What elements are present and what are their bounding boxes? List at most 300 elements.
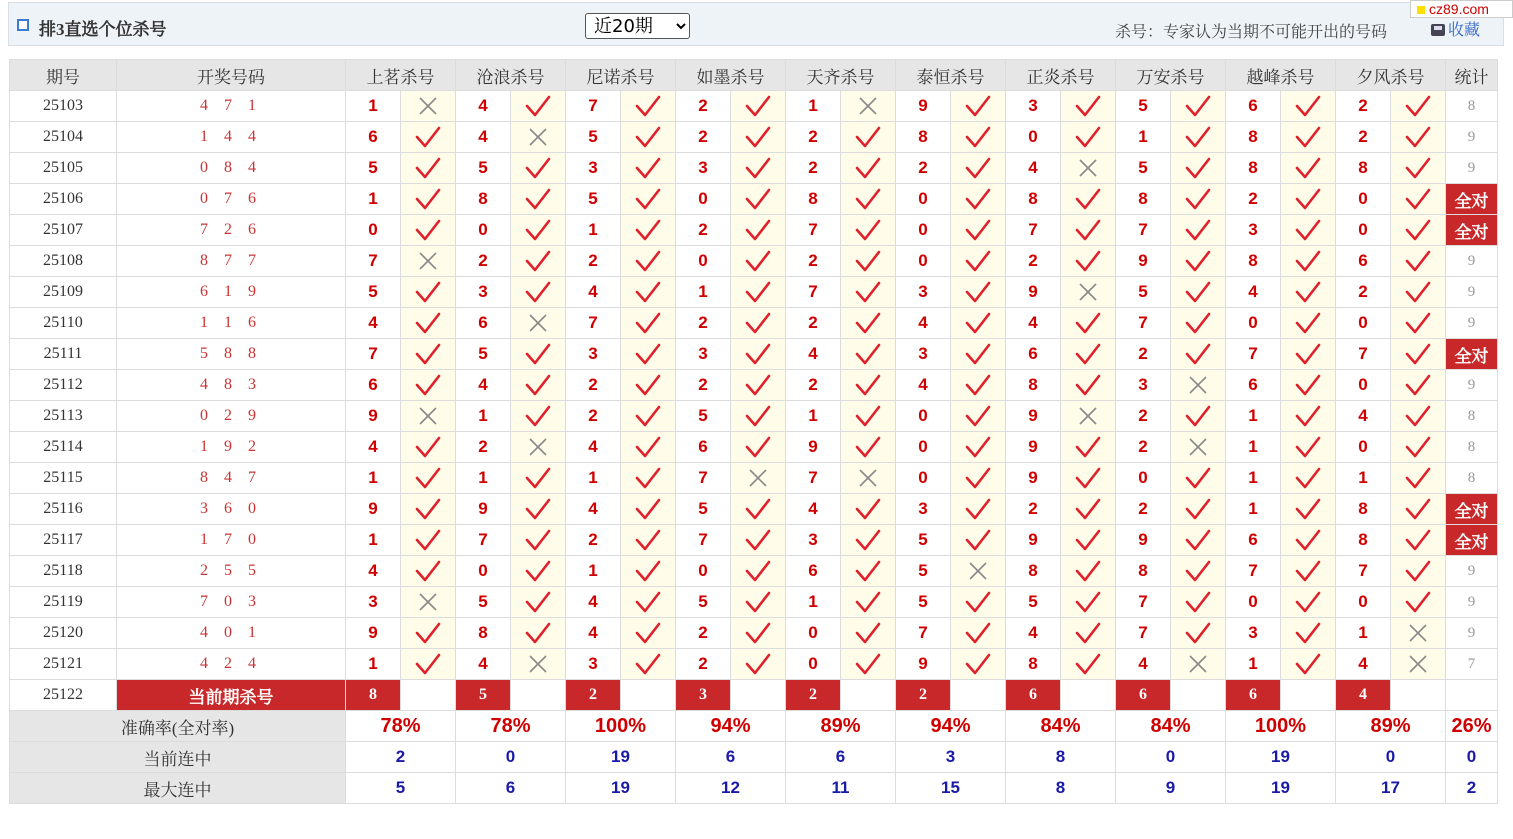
kill-number-cell: 0 [786, 618, 841, 649]
check-icon [1171, 463, 1226, 494]
summary-value: 17 [1336, 773, 1446, 804]
check-icon [1281, 401, 1336, 432]
col-header-expert: 正炎杀号 [1006, 60, 1116, 91]
kill-number-cell: 9 [1006, 432, 1061, 463]
kill-number-cell: 6 [456, 308, 511, 339]
current-kill-blank [511, 680, 566, 711]
check-icon [841, 618, 896, 649]
summary-value: 3 [896, 742, 1006, 773]
kill-number-cell: 9 [346, 618, 401, 649]
check-icon [1171, 339, 1226, 370]
kill-number-cell: 3 [566, 339, 621, 370]
check-icon [1391, 91, 1446, 122]
page-title: 排3直选个位杀号 [39, 20, 167, 39]
check-icon [951, 494, 1006, 525]
kill-number-cell: 1 [1226, 649, 1281, 680]
check-icon [731, 91, 786, 122]
kill-number-cell: 2 [786, 122, 841, 153]
check-icon [1171, 184, 1226, 215]
square-icon [17, 19, 29, 31]
table-row [10, 463, 1498, 494]
kill-number-cell: 0 [676, 556, 731, 587]
kill-number-cell: 8 [1006, 370, 1061, 401]
check-icon [1391, 308, 1446, 339]
kill-number-cell: 4 [456, 649, 511, 680]
check-icon [511, 91, 566, 122]
summary-value: 19 [1226, 742, 1336, 773]
table-row [10, 618, 1498, 649]
period-cell: 25118 [10, 556, 117, 587]
check-icon [1391, 277, 1446, 308]
check-icon [511, 277, 566, 308]
check-icon [731, 649, 786, 680]
cross-icon [1171, 432, 1226, 463]
kill-number-cell: 1 [346, 525, 401, 556]
check-icon [1061, 649, 1116, 680]
kill-number-cell: 2 [676, 215, 731, 246]
kill-number-cell: 5 [896, 556, 951, 587]
check-icon [841, 246, 896, 277]
kill-number-cell: 0 [896, 432, 951, 463]
period-cell: 25116 [10, 494, 117, 525]
check-icon [841, 184, 896, 215]
kill-number-cell: 0 [1336, 184, 1391, 215]
draw-number-cell: 0 7 6 [117, 184, 346, 215]
current-kill-number: 5 [456, 680, 511, 711]
summary-value: 12 [676, 773, 786, 804]
kill-number-table [9, 59, 1498, 804]
check-icon [1391, 370, 1446, 401]
kill-number-cell: 0 [1226, 308, 1281, 339]
kill-number-cell: 0 [896, 401, 951, 432]
check-icon [511, 494, 566, 525]
kill-number-cell: 6 [346, 370, 401, 401]
kill-number-cell: 2 [1006, 246, 1061, 277]
draw-number-cell: 8 7 7 [117, 246, 346, 277]
col-header-expert: 上茗杀号 [346, 60, 456, 91]
kill-number-cell: 8 [1116, 184, 1171, 215]
check-icon [1171, 246, 1226, 277]
check-icon [841, 339, 896, 370]
table-row [10, 246, 1498, 277]
kill-number-cell: 2 [1006, 494, 1061, 525]
check-icon [1061, 556, 1116, 587]
summary-value: 78% [346, 711, 456, 742]
current-kill-number: 6 [1226, 680, 1281, 711]
summary-value: 19 [566, 742, 676, 773]
kill-number-cell: 5 [456, 339, 511, 370]
draw-number-cell: 1 7 0 [117, 525, 346, 556]
summary-value: 6 [786, 742, 896, 773]
kill-number-cell: 2 [1336, 91, 1391, 122]
check-icon [951, 122, 1006, 153]
check-icon [511, 246, 566, 277]
cross-icon [511, 432, 566, 463]
check-icon [841, 432, 896, 463]
check-icon [621, 184, 676, 215]
check-icon [1391, 122, 1446, 153]
col-header-expert: 天齐杀号 [786, 60, 896, 91]
check-icon [1281, 184, 1336, 215]
check-icon [511, 370, 566, 401]
check-icon [1171, 556, 1226, 587]
table-row [10, 339, 1498, 370]
cross-icon [1391, 618, 1446, 649]
check-icon [1171, 153, 1226, 184]
kill-number-cell: 4 [786, 494, 841, 525]
draw-number-cell: 1 4 4 [117, 122, 346, 153]
kill-number-cell: 2 [1116, 339, 1171, 370]
cross-icon [951, 556, 1006, 587]
stat-cell: 9 [1446, 277, 1498, 308]
check-icon [951, 432, 1006, 463]
stat-cell: 7 [1446, 649, 1498, 680]
kill-number-cell: 8 [1226, 122, 1281, 153]
check-icon [621, 463, 676, 494]
check-icon [951, 308, 1006, 339]
kill-number-cell: 2 [786, 370, 841, 401]
kill-number-cell: 1 [1226, 463, 1281, 494]
kill-number-cell: 1 [566, 556, 621, 587]
check-icon [621, 556, 676, 587]
check-icon [1391, 339, 1446, 370]
kill-number-cell: 2 [896, 153, 951, 184]
kill-number-cell: 4 [346, 432, 401, 463]
draw-number-cell: 6 1 9 [117, 277, 346, 308]
summary-row [10, 742, 1498, 773]
kill-number-cell: 6 [1226, 370, 1281, 401]
draw-number-cell: 2 5 5 [117, 556, 346, 587]
kill-number-cell: 4 [1116, 649, 1171, 680]
kill-number-cell: 1 [1226, 494, 1281, 525]
check-icon [621, 215, 676, 246]
check-icon [1391, 432, 1446, 463]
check-icon [621, 153, 676, 184]
kill-number-cell: 2 [676, 91, 731, 122]
kill-number-cell: 9 [346, 401, 401, 432]
check-icon [511, 153, 566, 184]
check-icon [1171, 587, 1226, 618]
check-icon [1061, 432, 1116, 463]
stat-cell: 全对 [1446, 339, 1498, 370]
cross-icon [731, 463, 786, 494]
kill-number-cell: 1 [1226, 401, 1281, 432]
check-icon [1171, 401, 1226, 432]
top-bar [8, 2, 1504, 46]
check-icon [841, 556, 896, 587]
kill-number-cell: 0 [1336, 370, 1391, 401]
current-kill-number: 2 [786, 680, 841, 711]
kill-number-cell: 1 [456, 401, 511, 432]
check-icon [731, 184, 786, 215]
check-icon [731, 618, 786, 649]
check-icon [621, 91, 676, 122]
summary-label: 最大连中 [10, 773, 346, 804]
table-row [10, 122, 1498, 153]
stat-cell: 9 [1446, 246, 1498, 277]
check-icon [401, 432, 456, 463]
check-icon [1061, 370, 1116, 401]
check-icon [621, 401, 676, 432]
table-row [10, 432, 1498, 463]
kill-number-cell: 3 [896, 277, 951, 308]
summary-value: 100% [566, 711, 676, 742]
favorite-link[interactable] [1431, 17, 1480, 40]
kill-number-cell: 7 [1116, 587, 1171, 618]
kill-number-cell: 7 [456, 525, 511, 556]
kill-number-cell: 4 [1006, 618, 1061, 649]
draw-number-cell: 4 7 1 [117, 91, 346, 122]
check-icon [621, 618, 676, 649]
kill-number-cell: 7 [786, 277, 841, 308]
period-cell: 25121 [10, 649, 117, 680]
kill-number-cell: 9 [1006, 525, 1061, 556]
kill-number-cell: 4 [1006, 153, 1061, 184]
kill-number-cell: 3 [1226, 215, 1281, 246]
kill-number-cell: 9 [1006, 277, 1061, 308]
kill-number-cell: 7 [1336, 339, 1391, 370]
kill-number-cell: 4 [566, 618, 621, 649]
kill-number-cell: 2 [676, 370, 731, 401]
kill-number-cell: 7 [786, 215, 841, 246]
kill-number-cell: 1 [456, 463, 511, 494]
kill-number-cell: 3 [1006, 91, 1061, 122]
draw-number-cell: 1 1 6 [117, 308, 346, 339]
check-icon [951, 153, 1006, 184]
check-icon [1061, 215, 1116, 246]
current-kill-blank [731, 680, 786, 711]
summary-stat: 0 [1446, 742, 1498, 773]
kill-number-cell: 5 [346, 277, 401, 308]
check-icon [1171, 215, 1226, 246]
kill-number-cell: 2 [676, 649, 731, 680]
kill-number-cell: 6 [786, 556, 841, 587]
check-icon [1061, 184, 1116, 215]
summary-value: 19 [1226, 773, 1336, 804]
check-icon [511, 587, 566, 618]
kill-number-cell: 0 [456, 215, 511, 246]
check-icon [621, 432, 676, 463]
kill-number-cell: 5 [566, 122, 621, 153]
check-icon [511, 339, 566, 370]
kill-number-cell: 5 [676, 494, 731, 525]
check-icon [511, 556, 566, 587]
kill-number-cell: 2 [566, 401, 621, 432]
check-icon [841, 308, 896, 339]
kill-number-cell: 2 [1116, 432, 1171, 463]
check-icon [401, 184, 456, 215]
draw-number-cell: 4 8 3 [117, 370, 346, 401]
check-icon [1061, 91, 1116, 122]
summary-stat: 2 [1446, 773, 1498, 804]
col-header-period: 期号 [10, 60, 117, 91]
summary-value: 0 [1336, 742, 1446, 773]
check-icon [511, 463, 566, 494]
check-icon [401, 122, 456, 153]
summary-value: 89% [1336, 711, 1446, 742]
kill-number-cell: 3 [1226, 618, 1281, 649]
check-icon [731, 339, 786, 370]
kill-number-cell: 2 [676, 618, 731, 649]
table-row [10, 277, 1498, 308]
kill-number-cell: 5 [566, 184, 621, 215]
col-header-stat: 统计 [1446, 60, 1498, 91]
check-icon [621, 370, 676, 401]
kill-number-cell: 1 [786, 401, 841, 432]
kill-number-cell: 1 [346, 463, 401, 494]
check-icon [841, 525, 896, 556]
kill-number-cell: 7 [1006, 215, 1061, 246]
kill-number-cell: 9 [1006, 401, 1061, 432]
current-stat-blank [1446, 680, 1498, 711]
kill-number-cell: 4 [566, 494, 621, 525]
summary-value: 19 [566, 773, 676, 804]
current-period-cell: 25122 [10, 680, 117, 711]
current-kill-blank [621, 680, 676, 711]
kill-number-cell: 0 [1336, 587, 1391, 618]
kill-number-cell: 7 [566, 308, 621, 339]
check-icon [511, 525, 566, 556]
check-icon [401, 463, 456, 494]
check-icon [511, 618, 566, 649]
kill-number-cell: 8 [1116, 556, 1171, 587]
kill-number-cell: 5 [676, 401, 731, 432]
check-icon [731, 215, 786, 246]
kill-number-cell: 1 [566, 215, 621, 246]
check-icon [621, 525, 676, 556]
kill-number-cell: 4 [566, 432, 621, 463]
table-row [10, 308, 1498, 339]
check-icon [841, 277, 896, 308]
summary-value: 9 [1116, 773, 1226, 804]
check-icon [951, 339, 1006, 370]
summary-value: 11 [786, 773, 896, 804]
check-icon [841, 649, 896, 680]
check-icon [621, 277, 676, 308]
col-header-expert: 泰恒杀号 [896, 60, 1006, 91]
stat-cell: 8 [1446, 432, 1498, 463]
current-kill-number: 4 [1336, 680, 1391, 711]
kill-number-cell: 8 [456, 618, 511, 649]
kill-number-cell: 5 [1006, 587, 1061, 618]
check-icon [621, 122, 676, 153]
site-logo[interactable] [1410, 0, 1513, 18]
kill-number-cell: 5 [1116, 277, 1171, 308]
kill-number-cell: 8 [1006, 649, 1061, 680]
kill-number-cell: 9 [456, 494, 511, 525]
summary-value: 0 [1116, 742, 1226, 773]
current-kill-number: 3 [676, 680, 731, 711]
check-icon [1061, 587, 1116, 618]
check-icon [401, 370, 456, 401]
check-icon [401, 215, 456, 246]
stat-cell: 全对 [1446, 215, 1498, 246]
check-icon [951, 587, 1006, 618]
check-icon [1061, 494, 1116, 525]
kill-number-cell: 3 [456, 277, 511, 308]
stat-cell: 全对 [1446, 525, 1498, 556]
kill-number-cell: 7 [1336, 556, 1391, 587]
kill-number-cell: 4 [456, 122, 511, 153]
check-icon [1281, 246, 1336, 277]
check-icon [401, 556, 456, 587]
check-icon [951, 618, 1006, 649]
period-cell: 25105 [10, 153, 117, 184]
check-icon [1391, 215, 1446, 246]
period-select[interactable] [585, 13, 690, 39]
current-kill-label: 当前期杀号 [117, 680, 346, 711]
check-icon [1391, 494, 1446, 525]
kill-number-cell: 9 [1006, 463, 1061, 494]
check-icon [841, 401, 896, 432]
col-header-expert: 万安杀号 [1116, 60, 1226, 91]
current-kill-blank [1171, 680, 1226, 711]
kill-number-cell: 8 [1336, 525, 1391, 556]
table-row [10, 587, 1498, 618]
kill-number-cell: 2 [786, 153, 841, 184]
kill-number-cell: 4 [566, 587, 621, 618]
kill-number-cell: 7 [786, 463, 841, 494]
kill-number-cell: 1 [346, 649, 401, 680]
kill-number-cell: 3 [676, 153, 731, 184]
check-icon [1061, 308, 1116, 339]
site-logo-text: cz89.com [1429, 1, 1489, 17]
check-icon [841, 370, 896, 401]
col-header-expert: 如墨杀号 [676, 60, 786, 91]
check-icon [401, 308, 456, 339]
kill-number-cell: 7 [1226, 556, 1281, 587]
summary-value: 84% [1006, 711, 1116, 742]
kill-number-cell: 0 [1336, 308, 1391, 339]
check-icon [951, 649, 1006, 680]
stat-cell: 9 [1446, 308, 1498, 339]
kill-number-cell: 2 [566, 370, 621, 401]
draw-number-cell: 8 4 7 [117, 463, 346, 494]
kill-number-cell: 2 [676, 122, 731, 153]
summary-value: 2 [346, 742, 456, 773]
period-cell: 25103 [10, 91, 117, 122]
check-icon [1391, 556, 1446, 587]
current-kill-number: 2 [896, 680, 951, 711]
check-icon [1281, 370, 1336, 401]
current-kill-blank [1391, 680, 1446, 711]
table-row [10, 91, 1498, 122]
kill-number-cell: 2 [786, 308, 841, 339]
kill-number-cell: 8 [786, 184, 841, 215]
check-icon [841, 215, 896, 246]
summary-value: 89% [786, 711, 896, 742]
kill-number-cell: 1 [346, 91, 401, 122]
kill-number-cell: 7 [346, 339, 401, 370]
kill-number-cell: 6 [1226, 525, 1281, 556]
check-icon [951, 463, 1006, 494]
cross-icon [1061, 153, 1116, 184]
check-icon [1391, 587, 1446, 618]
kill-number-cell: 0 [896, 184, 951, 215]
kill-number-cell: 9 [1116, 246, 1171, 277]
check-icon [1391, 525, 1446, 556]
cross-icon [401, 91, 456, 122]
kill-number-cell: 4 [346, 556, 401, 587]
kill-number-cell: 0 [676, 184, 731, 215]
kill-number-cell: 3 [566, 649, 621, 680]
kill-number-cell: 1 [346, 184, 401, 215]
check-icon [1281, 525, 1336, 556]
kill-number-cell: 6 [1226, 91, 1281, 122]
draw-number-cell: 0 8 4 [117, 153, 346, 184]
kill-number-cell: 0 [896, 215, 951, 246]
check-icon [511, 215, 566, 246]
